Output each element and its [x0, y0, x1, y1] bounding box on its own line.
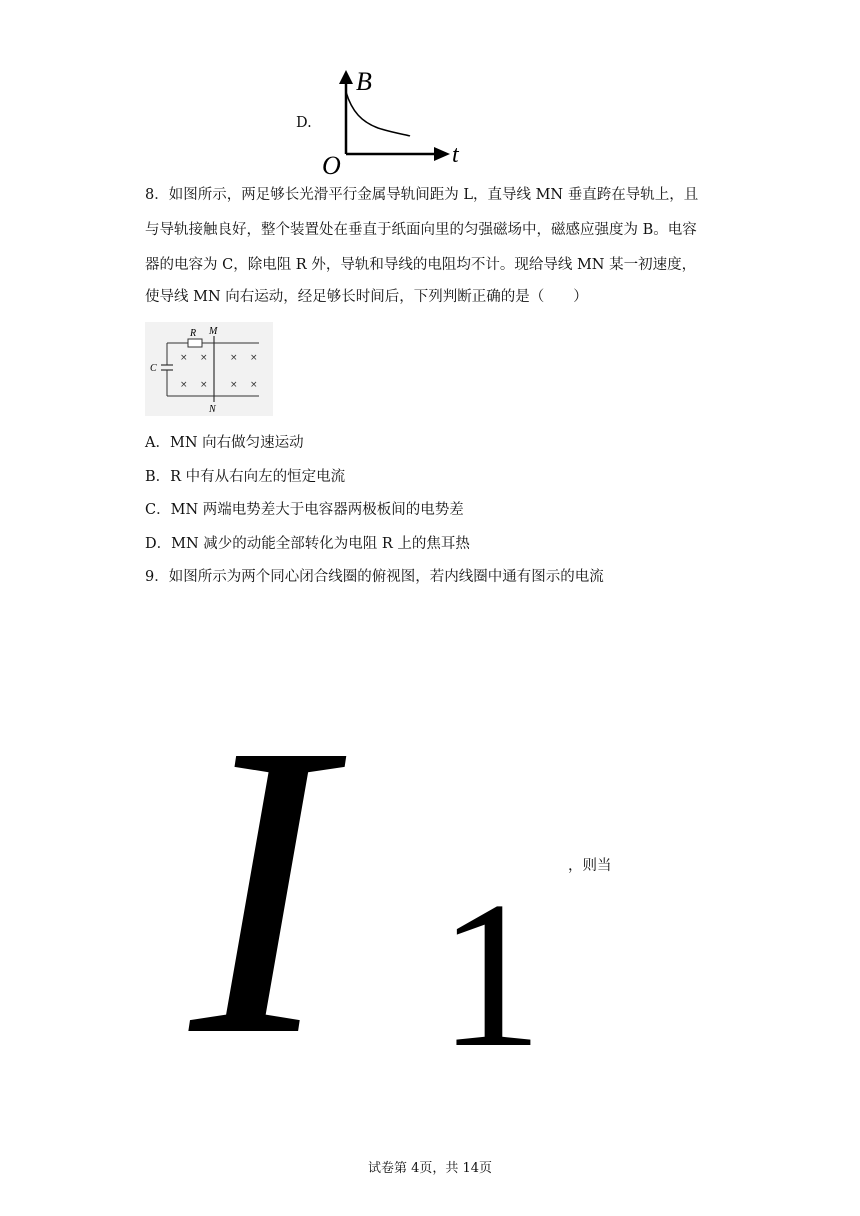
question9-line: 9．如图所示为两个同心闭合线圈的俯视图，若内线圈中通有图示的电流: [145, 569, 604, 585]
circuit-figure: [145, 322, 273, 416]
page-footer: 试卷第 4页，共 14页: [367, 1161, 493, 1176]
question9-suffix: ，则当: [568, 858, 612, 874]
field-cross: ×: [230, 380, 238, 390]
question8-line-2: 与导轨接触良好，整个装置处在垂直于纸面向里的匀强磁场中，磁感应强度为 B。电容: [145, 222, 697, 238]
current-symbol-subscript: 1: [438, 859, 543, 1091]
option-d-graph: [318, 66, 478, 176]
field-cross: ×: [180, 353, 188, 363]
current-symbol-letter: I: [190, 657, 330, 1122]
question8-line-4: 使导线 MN 向右运动，经足够长时间后，下列判断正确的是（ ）: [145, 289, 588, 305]
question8-option-a: A．MN 向右做匀速运动: [145, 435, 304, 451]
field-cross: ×: [250, 353, 258, 363]
question8-line-1: 8．如图所示，两足够长光滑平行金属导轨间距为 L，直导线 MN 垂直跨在导轨上，且: [145, 187, 699, 203]
origin-label: O: [322, 151, 341, 176]
field-cross: ×: [230, 353, 238, 363]
b-t-graph: [318, 66, 478, 176]
question8-line-3: 器的电容为 C，除电阻 R 外，导轨和导线的电阻均不计。现给导线 MN 某一初速度，: [145, 257, 697, 273]
decay-curve: [346, 92, 410, 136]
question8-option-c: C．MN 两端电势差大于电容器两极板间的电势差: [145, 502, 464, 518]
field-cross: ×: [180, 380, 188, 390]
field-cross: ×: [250, 380, 258, 390]
question8-option-d: D．MN 减少的动能全部转化为电阻 R 上的焦耳热: [145, 536, 470, 552]
n-label: N: [209, 404, 216, 415]
option-d-label: D.: [296, 115, 312, 131]
field-cross: ×: [200, 353, 208, 363]
y-axis-arrow: [339, 70, 353, 84]
circuit-diagram: [145, 322, 273, 416]
resistor: [188, 339, 202, 347]
x-axis-label: t: [452, 142, 459, 168]
field-cross: ×: [200, 380, 208, 390]
capacitor-label: C: [150, 363, 157, 374]
resistor-label: R: [190, 328, 197, 339]
y-axis-label: B: [356, 67, 372, 96]
x-axis-arrow: [434, 147, 450, 161]
question8-option-b: B．R 中有从右向左的恒定电流: [145, 469, 346, 485]
m-label: M: [209, 326, 218, 337]
